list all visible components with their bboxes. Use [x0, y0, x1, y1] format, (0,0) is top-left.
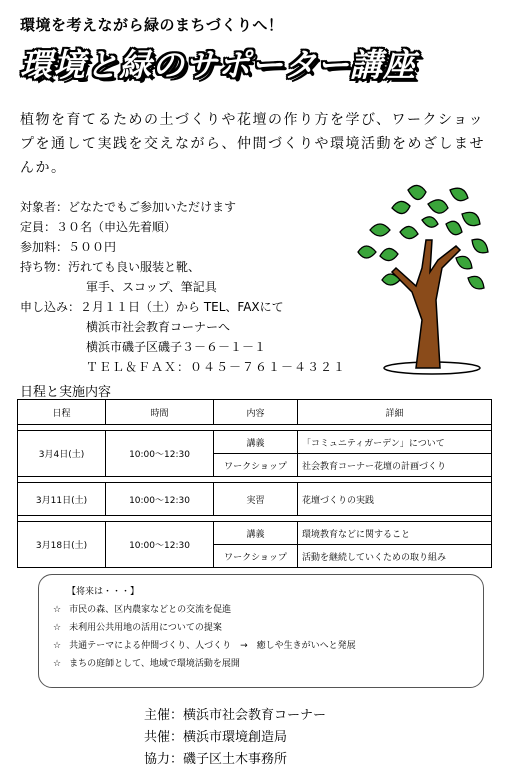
- session-detail: 環境教育などに関すること: [298, 522, 492, 545]
- session-date: 3月11日(土): [18, 483, 106, 516]
- session-detail: 社会教育コーナー花壇の計画づくり: [298, 454, 492, 477]
- column-header: 内容: [214, 400, 298, 425]
- session-type: 講義: [214, 522, 298, 545]
- future-item-text: まちの庭師として、地域で環境活動を展開: [69, 659, 240, 669]
- organizer-host: 主催：横浜市社会教育コーナー: [144, 708, 327, 723]
- session-type: 実習: [214, 483, 298, 516]
- tree-illustration: [352, 180, 498, 376]
- session-date: 3月4日(土): [18, 431, 106, 477]
- session-type: 講義: [214, 431, 298, 454]
- info-capacity: 定員：３０名（申込先着順）: [20, 220, 177, 234]
- schedule-title: 日程と実施内容: [20, 385, 112, 400]
- list-item: [53, 619, 469, 637]
- session-time: 10:00～12:30: [106, 522, 214, 568]
- event-info: [20, 197, 346, 377]
- info-items-cont: 軍手、スコップ、筆記具: [86, 280, 217, 294]
- session-type: ワークショップ: [214, 454, 298, 477]
- tagline: 環境を考えながら緑のまちづくりへ！: [20, 16, 284, 34]
- future-item-text: 未利用公共用地の活用についての提案: [69, 623, 222, 633]
- info-target: 対象者：どなたでもご参加いただけます: [20, 200, 237, 214]
- column-header: 日程: [18, 400, 106, 425]
- info-fee: 参加料：５００円: [20, 240, 117, 254]
- future-box: [38, 574, 484, 688]
- info-apply-to: 横浜市社会教育コーナーへ: [86, 320, 231, 334]
- session-time: 10:00～12:30: [106, 483, 214, 516]
- list-item: [53, 601, 469, 619]
- table-row: [18, 483, 492, 516]
- session-detail: 花壇づくりの実践: [298, 483, 492, 516]
- organizer-support: 協力：磯子区土木事務所: [144, 752, 288, 767]
- session-detail: 活動を継続していくための取り組み: [298, 545, 492, 568]
- session-type: ワークショップ: [214, 545, 298, 568]
- organizer-cohost: 共催：横浜市環境創造局: [144, 730, 288, 745]
- star-icon: ☆: [53, 605, 62, 615]
- info-apply: 申し込み：２月１１日（土）から TEL、FAXにて: [20, 300, 284, 314]
- info-telfax: ＴＥＬ＆ＦＡＸ：０４５－７６１－４３２１: [86, 360, 347, 374]
- list-item: [53, 655, 469, 673]
- schedule-table: [17, 399, 492, 568]
- session-detail: 「コミュニティガーデン」について: [298, 431, 492, 454]
- column-header: 詳細: [298, 400, 492, 425]
- session-date: 3月18日(土): [18, 522, 106, 568]
- organizers: [144, 705, 326, 771]
- future-heading: 【将来は・・・】: [67, 587, 140, 597]
- info-items: 持ち物：汚れても良い服装と靴、: [20, 260, 201, 274]
- future-item-text: 市民の森、区内農家などとの交流を促進: [69, 605, 232, 615]
- future-item-text: 共通テーマによる仲間づくり、人づくり → 癒しや生きがいへと発展: [69, 641, 356, 651]
- table-row: [18, 431, 492, 454]
- star-icon: ☆: [53, 623, 62, 633]
- table-row: [18, 522, 492, 545]
- column-header: 時間: [106, 400, 214, 425]
- info-address: 横浜市磯子区磯子３－６－１－１: [86, 340, 267, 354]
- star-icon: ☆: [53, 641, 62, 651]
- intro-paragraph: 植物を育てるための土づくりや花壇の作り方を学び、ワークショップを通して実践を交えながら、仲間づくりや環境活動をめざしませんか。: [20, 112, 485, 176]
- list-item: [53, 637, 469, 655]
- table-header-row: [18, 400, 492, 425]
- star-icon: ☆: [53, 659, 62, 669]
- page-title: 環境と緑のサポーター講座: [20, 46, 417, 84]
- session-time: 10:00～12:30: [106, 431, 214, 477]
